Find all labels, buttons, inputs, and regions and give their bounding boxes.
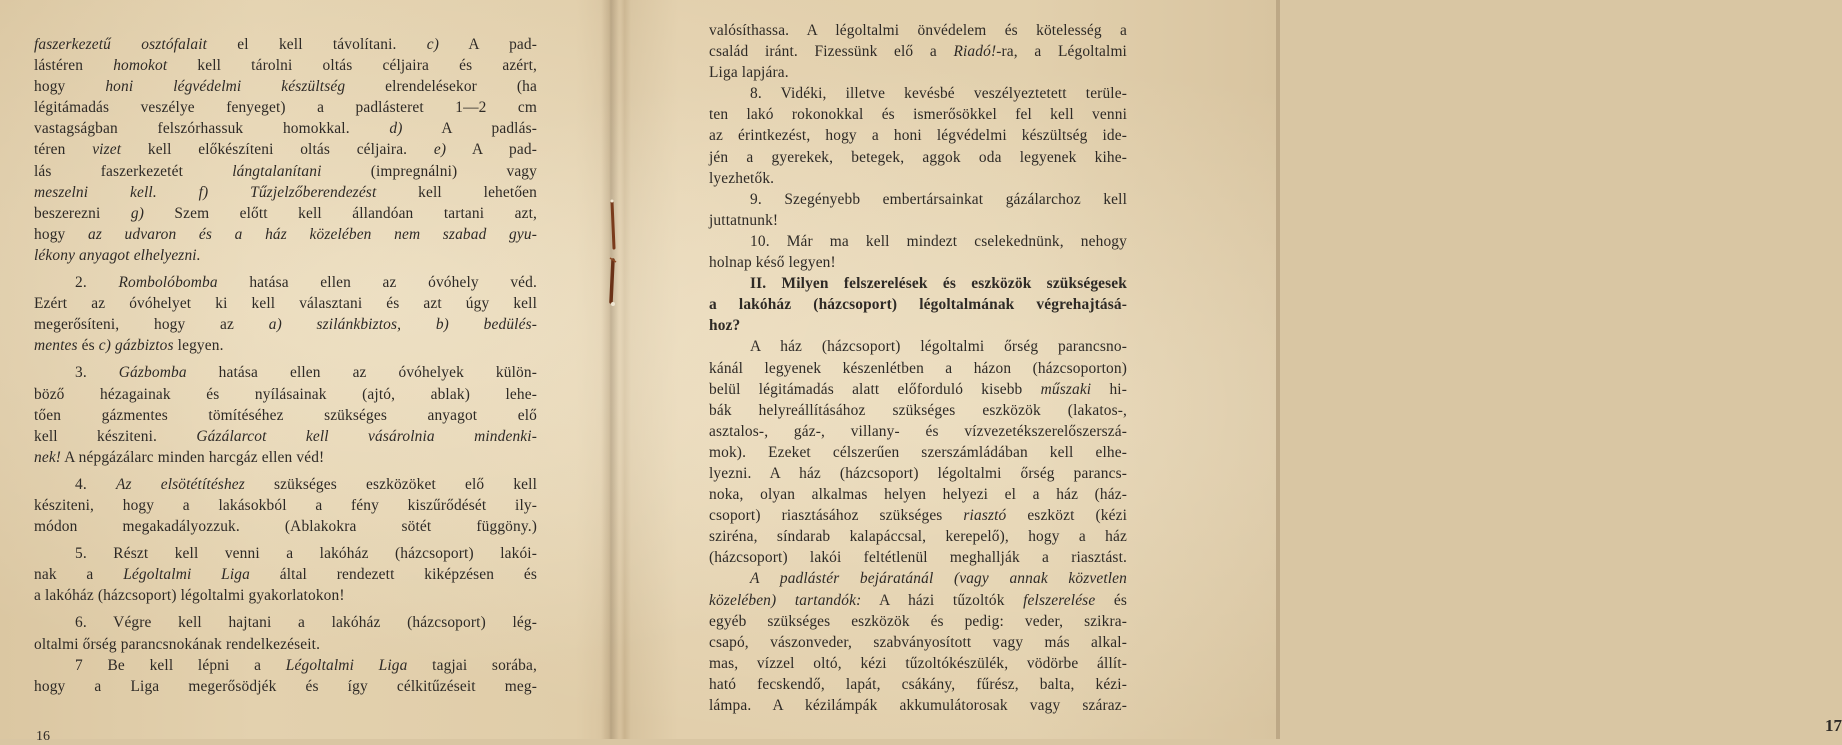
text-segment: csoport) riasztásához szükséges — [709, 507, 964, 525]
text-line — [709, 674, 1127, 695]
italic-text: meszelni kell. f) Tűzjelzőberendezést — [34, 183, 377, 201]
text-segment: mas, vízzel oltó, kézi tűzoltókészülék, vödörbe állít- — [709, 654, 1127, 672]
text-line — [34, 447, 537, 468]
text-line — [34, 495, 537, 516]
text-segment: Ezért az óvóhelyet ki kell választani és azt úgy kell — [34, 295, 537, 313]
text-segment: lyezni. A ház (házcsoport) légoltalmi őrség parancs- — [709, 464, 1127, 482]
text-line — [709, 189, 1127, 210]
text-segment: hogy a Liga megerősödjék és így célkitűzéseit meg- — [34, 677, 537, 695]
text-segment: az érintkezést, hogy a honi légvédelmi készültség ide- — [709, 127, 1127, 145]
text-line — [709, 547, 1127, 568]
text-line — [34, 293, 537, 314]
text-line — [709, 168, 1127, 189]
italic-text: Légoltalmi Liga — [285, 656, 408, 674]
text-line — [709, 231, 1127, 252]
text-segment: 4. — [75, 475, 116, 493]
text-line — [709, 20, 1127, 41]
text-line — [34, 34, 537, 55]
text-segment: légitámadás veszélye fenyeget) a padlásteret 1—2 cm — [34, 99, 537, 117]
text-segment: vastagságban felszórhassuk homokkal. — [34, 120, 390, 138]
text-line — [709, 104, 1127, 125]
text-line — [34, 543, 537, 564]
text-segment: kell lehetően — [376, 183, 537, 201]
text-line — [709, 484, 1127, 505]
text-line — [34, 612, 537, 633]
text-segment: noka, olyan alkalmas helyen helyezi el a ház (ház- — [709, 486, 1127, 504]
text-segment: módon megakadályozzuk. (Ablakokra sötét függöny.) — [34, 518, 537, 536]
text-line — [34, 634, 537, 655]
text-line — [34, 362, 537, 383]
text-segment: lámpa. A kézilámpák akkumulátorosak vagy száraz- — [709, 697, 1127, 714]
text-segment: elrendelésekor (ha — [345, 78, 537, 96]
text-segment: -ra, a Légoltalmi — [996, 43, 1127, 61]
italic-text: a) szilánkbiztos, b) bedülés- — [268, 316, 537, 334]
italic-text: Az elsötétítéshez — [115, 475, 245, 493]
italic-text: lángtalanítani — [232, 162, 322, 180]
text-segment: Liga lapjára. — [709, 64, 789, 82]
text-segment: család iránt. Fizessünk elő a — [709, 43, 954, 61]
text-segment: nak a — [34, 566, 124, 584]
text-line — [709, 147, 1127, 168]
text-segment: téren — [34, 141, 93, 159]
text-line — [34, 655, 537, 676]
italic-text: Gázbomba — [118, 364, 187, 382]
text-line — [709, 611, 1127, 632]
text-segment: 8. Vidéki, illetve kevésbé veszélyeztetett terüle- — [750, 85, 1127, 103]
text-segment: (házcsoport) lakói feltétlenül meghallják a riasztást. — [709, 549, 1127, 567]
text-segment: 6. Végre kell hajtani a lakóház (házcsoport) lég- — [75, 614, 537, 632]
text-segment: 3. — [75, 364, 119, 382]
text-segment: kánál legyenek készenlétben a házon (házcsoporton) — [709, 359, 1127, 377]
text-segment: A népgázálarc minden harcgáz ellen véd! — [61, 448, 325, 466]
text-line — [34, 139, 537, 160]
text-segment: (impregnálni) vagy — [321, 162, 537, 180]
text-segment: lás faszerkezetét — [34, 162, 233, 180]
text-line — [34, 585, 537, 606]
italic-text: vizet — [92, 141, 122, 159]
text-segment: A házi tűzoltók — [861, 591, 1024, 609]
italic-text: Riadó! — [953, 43, 997, 61]
italic-text: közelében) tartandók: — [709, 591, 862, 609]
italic-text: Rombolóbomba — [118, 274, 218, 292]
text-line — [709, 358, 1127, 379]
text-line — [34, 516, 537, 537]
text-segment: 7 Be kell lépni a — [75, 656, 286, 674]
italic-text: az udvaron és a ház közelében nem szabad gyu- — [87, 225, 537, 243]
text-segment: Szem előtt kell állandóan tartani azt, — [143, 204, 537, 222]
text-segment: megerősíteni, hogy az — [34, 316, 269, 334]
text-line — [34, 182, 537, 203]
text-segment: 2. — [75, 274, 119, 292]
text-segment: hatása ellen az óvóhely véd. — [217, 274, 537, 292]
text-line — [709, 400, 1127, 421]
text-line — [709, 653, 1127, 674]
text-line — [709, 568, 1127, 589]
text-segment: böző hézagainak és nyílásainak (ajtó, ablak) lehe- — [34, 385, 537, 403]
text-line — [34, 384, 537, 405]
text-line — [709, 505, 1127, 526]
text-line — [709, 695, 1127, 716]
text-segment: sziréna, síndarab kalapáccsal, kerepelő), hogy a ház — [709, 528, 1127, 546]
page-edge — [1276, 0, 1280, 739]
text-segment: kell késziteni. — [34, 427, 197, 445]
text-line — [709, 294, 1127, 315]
italic-text: c) gázbiztos — [98, 337, 174, 355]
bold-text: hoz? — [709, 317, 741, 335]
left-page-number: 16 — [36, 729, 50, 744]
text-line — [34, 118, 537, 139]
italic-text: e) — [433, 141, 447, 159]
text-segment: ten lakó rokonokkal és ismerősökkel fel kell venni — [709, 106, 1127, 124]
text-segment: 5. Részt kell venni a lakóház (házcsoport) lakói- — [75, 545, 537, 563]
text-line — [34, 564, 537, 585]
italic-text: lékony anyagot elhelyezni. — [34, 246, 201, 264]
text-line — [709, 125, 1127, 146]
text-segment: ható fecskendő, lapát, csákány, fűrész, balta, kézi- — [709, 675, 1127, 693]
text-line — [709, 273, 1127, 294]
italic-text: d) — [389, 120, 403, 138]
text-line — [709, 62, 1127, 83]
text-segment: és — [77, 337, 99, 355]
text-segment: A ház (házcsoport) légoltalmi őrség parancsno- — [750, 338, 1127, 356]
text-line — [34, 245, 537, 266]
text-segment: lyezhetők. — [709, 169, 775, 187]
text-segment: A pad- — [439, 36, 538, 53]
italic-text: homokot — [113, 57, 168, 75]
italic-text: riasztó — [963, 507, 1007, 525]
text-segment: kell előkészíteni oltás céljaira. — [121, 141, 434, 159]
text-segment: hogy — [34, 225, 88, 243]
text-line — [34, 97, 537, 118]
italic-text: műszaki — [1040, 380, 1092, 398]
italic-text: Gázálarcot kell vásárolnia mindenki- — [196, 427, 537, 445]
right-page-text — [709, 20, 1127, 716]
right-page — [620, 0, 1842, 739]
italic-text: honi légvédelmi készültség — [105, 78, 346, 96]
text-segment: bák helyreállításához szükséges eszközök (lakatos-, — [709, 401, 1127, 419]
italic-text: g) — [130, 204, 144, 222]
text-line — [709, 632, 1127, 653]
text-segment: hi- — [1091, 380, 1127, 398]
text-line — [34, 161, 537, 182]
text-line — [709, 421, 1127, 442]
text-line — [34, 203, 537, 224]
text-segment: A padlás- — [402, 120, 537, 138]
text-segment: el kell távolítani. — [207, 36, 427, 53]
text-line — [34, 224, 537, 245]
text-segment: 10. Már ma kell mindezt cselekednünk, nehogy — [750, 232, 1127, 250]
text-segment: juttatnunk! — [709, 211, 779, 229]
text-segment: asztalos-, gáz-, villany- és vízvezetékszerelőszerszá- — [709, 422, 1127, 440]
text-segment: késziteni, hogy a lakásokból a fény kiszűrődését ily- — [34, 496, 537, 514]
text-segment: hatása ellen az óvóhelyek külön- — [186, 364, 537, 382]
rusty-staple — [607, 198, 619, 310]
text-segment: lástéren — [34, 57, 114, 75]
text-segment: szükséges eszközöket elő kell — [244, 475, 537, 493]
text-segment: beszerezni — [34, 204, 131, 222]
text-segment: holnap késő legyen! — [709, 254, 836, 272]
left-page-text — [34, 34, 537, 697]
italic-text: Légoltalmi Liga — [123, 566, 250, 584]
text-segment: a lakóház (házcsoport) légoltalmi gyakorlatokon! — [34, 587, 345, 605]
text-line — [709, 526, 1127, 547]
text-segment: és — [1095, 591, 1127, 609]
left-page — [0, 0, 608, 744]
text-segment: eszközt (kézi — [1006, 507, 1127, 525]
text-segment: hogy — [34, 78, 106, 96]
italic-text: c) — [426, 36, 440, 53]
text-segment: 9. Szegényebb embertársainkat gázálarchoz kell — [750, 190, 1127, 208]
text-line — [709, 463, 1127, 484]
text-segment: valósíthassa. A légoltalmi önvédelem és kötelesség a — [709, 22, 1127, 39]
text-line — [34, 405, 537, 426]
italic-text: A padlástér bejáratánál (vagy annak közvetlen — [750, 570, 1127, 588]
right-page-number: 17 — [1825, 716, 1842, 735]
text-line — [34, 676, 537, 697]
text-line — [34, 474, 537, 495]
text-line — [709, 83, 1127, 104]
text-line — [34, 76, 537, 97]
text-line — [34, 272, 537, 293]
text-segment: mok). Ezeket célszerűen szerszámládában kell elhe- — [709, 443, 1127, 461]
text-segment: belül légitámadás alatt előforduló kisebb — [709, 380, 1041, 398]
text-segment: egyéb szükséges eszközök és pedig: veder, szikra- — [709, 612, 1127, 630]
text-line — [34, 55, 537, 76]
bold-text: II. Milyen felszerelések és eszközök szükségesek — [750, 275, 1127, 293]
italic-text: nek! — [34, 448, 62, 466]
text-line — [709, 252, 1127, 273]
text-line — [709, 210, 1127, 231]
text-segment: legyen. — [173, 337, 224, 355]
text-segment: által rendezett kiképzésen és — [249, 566, 538, 584]
text-line — [709, 336, 1127, 357]
text-line — [709, 379, 1127, 400]
text-segment: jén a gyerekek, betegek, aggok oda legyenek kihe- — [709, 148, 1127, 166]
text-line — [34, 335, 537, 356]
text-line — [709, 442, 1127, 463]
text-segment: kell tárolni oltás céljaira és azért, — [167, 57, 537, 75]
text-segment: tagjai sorába, — [407, 656, 537, 674]
text-line — [34, 314, 537, 335]
text-segment: tően gázmentes tömítéséhez szükséges anyagot elő — [34, 406, 537, 424]
italic-text: mentes — [34, 337, 78, 355]
text-segment: csapó, vászonveder, szabványosított vagy más alkal- — [709, 633, 1127, 651]
italic-text: felszerelése — [1023, 591, 1096, 609]
text-segment: oltalmi őrség parancsnokának rendelkezéseit. — [34, 635, 321, 653]
text-segment: A pad- — [446, 141, 537, 159]
bold-text: a lakóház (házcsoport) légoltalmának végrehajtásá- — [709, 296, 1127, 314]
text-line — [34, 426, 537, 447]
text-line — [709, 41, 1127, 62]
italic-text: faszerkezetű osztófalait — [34, 36, 208, 53]
text-line — [709, 315, 1127, 336]
text-line — [709, 590, 1127, 611]
